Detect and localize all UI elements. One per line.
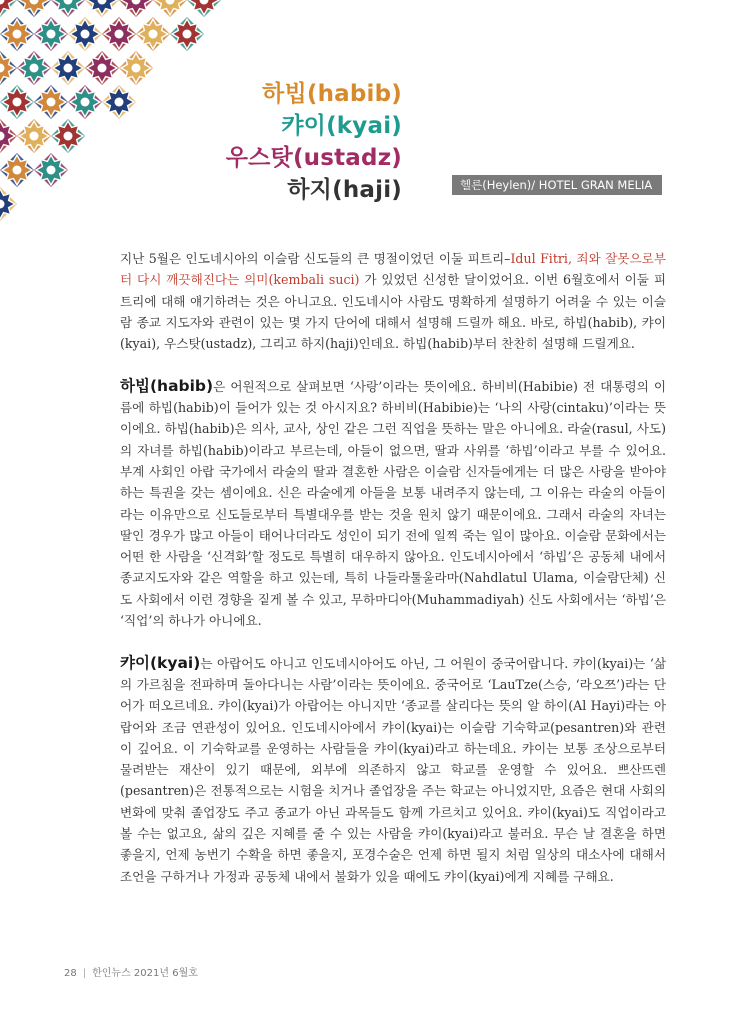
ornament-star-tile: [51, 0, 85, 17]
intro-paragraph: [120, 248, 666, 354]
title-line-habib: 하빕(habib): [262, 81, 402, 107]
ornament-star-tile: [136, 17, 170, 51]
ornament-star-tile: [17, 0, 51, 17]
ornament-star-tile: [0, 153, 34, 187]
ornament-star-tile: [68, 85, 102, 119]
footer-divider: |: [82, 968, 87, 979]
article-title: [226, 78, 402, 206]
ornament-star-tile: [51, 51, 85, 85]
ornament-star-tile: [34, 17, 68, 51]
ornament-star-tile: [119, 0, 153, 17]
page-number: 28: [64, 968, 77, 979]
kyai-paragraph: [120, 653, 666, 887]
habib-text: 은 어원적으로 살펴보면 ‘사랑’이라는 뜻이에요. 하비비(Habibie) 전 대통령의 이름에 하빕(habib)이 들어가 있는 것 아시지요? 하비비(Habibie)는 ‘나의 사랑(cintaku)’이라는 뜻이에요. 하빕(habib)은 의사, 교사, 상인 같은 그런 직업을 뜻하는 말은 아니에요. 라술(rasul, 사도)의 자녀를 하빕(habib)이라고 부르는데, 아들이 없으면, 딸과 사위를 ‘하빕’이라고 부를 수 있어요. 부계 사회인 아랍 국가에서 라술의 딸과 결혼한 사람은 이슬람 신자들에게는 더 많은 사랑을 받아야 하는 특권을 갖는 셈이에요. 신은 라술에게 아들을 보통 내려주지 않는데, 그 이유는 라술의 아들이라는 이유만으로 신도들로부터 특별대우를 받는 것을 원치 않기 때문이에요. 그래서 라술의 자녀는 딸인 경우가 많고 아들이 태어나더라도 성인이 되기 전에 일찍 죽는 일이 많아요. 이슬람 문화에서는 어떤 한 사람을 ‘신격화’할 정도로 특별히 대우하지 않아요. 인도네시아에서 ‘하빕’은 공동체 내에서 종교지도자와 같은 역할을 하고 있는데, 특히 나들라툴울라마(Nahdlatul Ulama, 이슬람단체) 신도 사회에서 이런 경향을 짙게 볼 수 있고, 무하마디아(Muhammadiyah) 신도 사회에서는 ‘하빕’은 ‘직업’의 하나가 아니에요.: [120, 378, 666, 629]
ornament-star-tile: [0, 119, 17, 153]
ornament-star-tile: [0, 51, 17, 85]
ornament-star-tile: [85, 51, 119, 85]
ornament-star-tile: [0, 0, 17, 17]
intro-text-b: 가 있었던 신성한 달이었어요. 이번 6월호에서 이둘 피트리에 대해 얘기하려는 것은 아니고요. 인도네시아 사람도 명확하게 설명하기 어려울 수 있는 이슬람 종교 지도자와 관련이 있는 몇 가지 단어에 대해서 설명해 드릴까 해요. 바로, 하빕(habib), 캬이(kyai), 우스탓(ustadz), 그리고 하지(haji)인데요. 하빕(habib)부터 찬찬히 설명해 드릴게요.: [120, 272, 666, 352]
ornament-star-tile: [102, 17, 136, 51]
kyai-term: 캬이(kyai): [120, 653, 201, 672]
arabesque-corner-ornament: [0, 0, 250, 250]
ornament-star-tile: [119, 51, 153, 85]
intro-text-a: 지난 5월은 인도네시아의 이슬람 신도들의 큰 명절이었던 이둘 피트리–: [120, 251, 511, 266]
article-body: [120, 248, 666, 887]
ornament-star-tile: [51, 119, 85, 153]
author-byline: 헬른(Heylen)/ HOTEL GRAN MELIA: [452, 175, 662, 195]
publication-name: 한인뉴스 2021년 6월호: [92, 968, 198, 979]
ornament-star-tile: [68, 17, 102, 51]
ornament-star-tile: [0, 187, 17, 221]
kyai-text: 는 아랍어도 아니고 인도네시아어도 아닌, 그 어원이 중국어랍니다. 캬이(kyai)는 ‘삶의 가르침을 전파하며 돌아다니는 사람’이라는 뜻이에요. 중국어로 ‘LauTze(스승, ‘라오쯔’)라는 단어가 떠오르네요. 캬이(kyai)가 아랍어는 아니지만 ‘종교를 살리다는 뜻의 알 하이(Al Hayi)라는 아랍어와 조금 연관성이 있어요. 인도네시아에서 캬이(kyai)는 이슬람 기숙학교(pesantren)와 관련이 깊어요. 이 기숙학교를 운영하는 사람들을 캬이(kyai)라고 하는데요. 캬이는 보통 조상으로부터 물려받는 재산이 있기 때문에, 외부에 의존하지 않고 학교를 운영할 수 있어요. 쁘산뜨렌(pesantren)은 전통적으로는 시험을 치거나 졸업장을 주는 학교는 아니었지만, 요즘은 현대 사회의 변화에 맞춰 졸업장도 주고 종교가 아닌 과목들도 함께 가르치고 있어요. 캬이(kyai)도 직업이라고 볼 수는 없고요, 삶의 깊은 지혜를 줄 수 있는 사람을 캬이(kyai)라고 불러요. 무슨 날 결혼을 하면 좋을지, 언제 농번기 수확을 하면 좋을지, 포경수술은 언제 하면 될지 처럼 일상의 대소사에 대해서 조언을 구하거나 가정과 공동체 내에서 불화가 있을 때에도 캬이(kyai)에게 지혜를 구해요.: [120, 655, 666, 884]
title-line-haji: 하지(haji): [287, 177, 402, 203]
intro-highlight: Idul Fitri, 죄와 잘못으로부터 다시 깨끗해진다는 의미(kembali suci): [120, 251, 666, 288]
ornament-star-tile: [17, 51, 51, 85]
ornament-star-tile: [34, 85, 68, 119]
habib-term: 하빕(habib): [120, 376, 214, 395]
ornament-star-tile: [0, 17, 34, 51]
title-line-kyai: 캬이(kyai): [281, 113, 402, 139]
ornament-star-tile: [85, 0, 119, 17]
ornament-star-tile: [0, 85, 34, 119]
page-footer: [64, 964, 198, 979]
ornament-star-tile: [153, 0, 187, 17]
title-line-ustadz: 우스탓(ustadz): [225, 145, 402, 171]
habib-paragraph: [120, 376, 666, 632]
ornament-star-tile: [187, 0, 221, 17]
ornament-star-tile: [17, 119, 51, 153]
